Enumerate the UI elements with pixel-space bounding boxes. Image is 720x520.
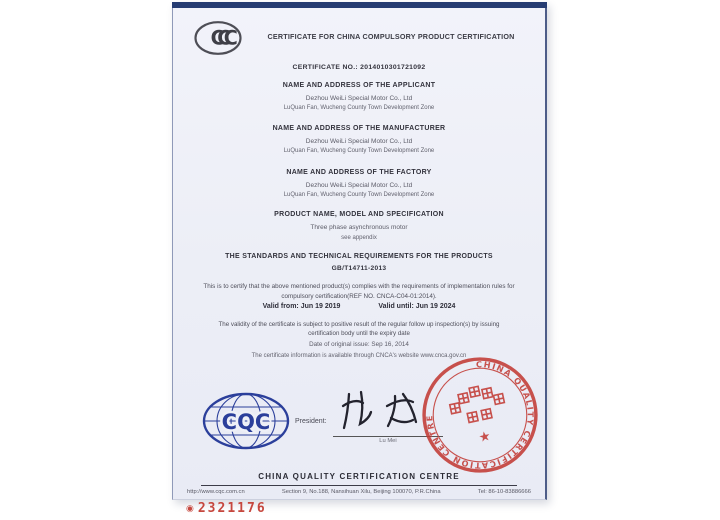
factory-address: LuQuan Fan, Wucheng County Town Development Zone (283, 192, 435, 198)
manufacturer-address: LuQuan Fan, Wucheng County Town Development Zone (283, 148, 435, 154)
validity-note-wrap (173, 320, 545, 338)
svg-text:CHINA QUALITY CERTIFICATION CE (414, 349, 546, 481)
svg-text:CCC: CCC (210, 26, 231, 50)
manufacturer-name: Dezhou WeiLi Special Motor Co., Ltd (305, 138, 413, 145)
standard-code: GB/T14711-2013 (331, 265, 387, 272)
president-name: Lu Mei (379, 438, 397, 444)
cnca-info-note: The certificate information is available through CNCA's website www.cnca.gov.cn (251, 353, 467, 359)
counter-eye-icon: ◉ (186, 503, 194, 513)
applicant-address: LuQuan Fan, Wucheng County Town Development Zone (283, 105, 435, 111)
footer-contact-row (187, 489, 531, 495)
president-label: President: (295, 418, 327, 425)
counter-value: 2321176 (197, 501, 267, 516)
svg-text:CQC: CQC (221, 410, 271, 434)
original-issue-date: Date of original issue: Sep 16, 2014 (309, 341, 409, 348)
issuer-website: http://www.cqc.com.cn (187, 489, 245, 495)
product-name: Three phase asynchronous motor (310, 224, 408, 231)
ccc-mark-icon (193, 18, 243, 58)
standards-heading: THE STANDARDS AND TECHNICAL REQUIREMENTS FOR THE PRODUCTS (225, 253, 493, 260)
certificate-content (173, 2, 545, 499)
cqc-logo-icon (199, 390, 293, 452)
stamp-center-glyphs (447, 382, 507, 426)
factory-heading: NAME AND ADDRESS OF THE FACTORY (286, 169, 432, 176)
view-counter (186, 501, 267, 516)
valid-until: Valid until: Jun 19 2024 (378, 303, 456, 310)
stamp-ring-text: CHINA QUALITY CERTIFICATION CENTRE (424, 359, 536, 471)
applicant-heading: NAME AND ADDRESS OF THE APPLICANT (282, 82, 436, 89)
applicant-name: Dezhou WeiLi Special Motor Co., Ltd (305, 95, 413, 102)
product-heading: PRODUCT NAME, MODEL AND SPECIFICATION (274, 211, 444, 218)
certificate-sheet (172, 2, 547, 500)
certificate-number: CERTIFICATE NO.: 2014010301721092 (292, 64, 426, 71)
certification-statement: This is to certify that the above mentioned product(s) complies with the requirements of implementation rules for compulsory certification(REF NO. CNCA-C04-01:2014). (203, 283, 515, 300)
certification-statement-wrap (173, 282, 545, 301)
product-appendix-note: see appendix (341, 235, 377, 241)
validity-dates (173, 303, 545, 310)
issuer-address: Section 9, No.188, Nansihuan Xilu, Beijing 100070, P.R.China (281, 489, 441, 495)
stamp-star-icon: ★ (477, 427, 492, 446)
validity-note: The validity of the certificate is subject to positive result of the regular follow up inspection(s) by issuing certification body until the expiry date (218, 321, 500, 337)
issuer-phone: Tel: 86-10-83886666 (477, 489, 531, 495)
certificate-title: CERTIFICATE FOR CHINA COMPULSORY PRODUCT CERTIFICATION (267, 32, 515, 41)
valid-from: Valid from: Jun 19 2019 (262, 303, 341, 310)
manufacturer-heading: NAME AND ADDRESS OF THE MANUFACTURER (272, 125, 446, 132)
factory-name: Dezhou WeiLi Special Motor Co., Ltd (305, 182, 413, 189)
cqc-red-seal-icon (408, 343, 553, 488)
footer-divider (201, 485, 517, 486)
issuer-name: CHINA QUALITY CERTIFICATION CENTRE (258, 472, 460, 481)
